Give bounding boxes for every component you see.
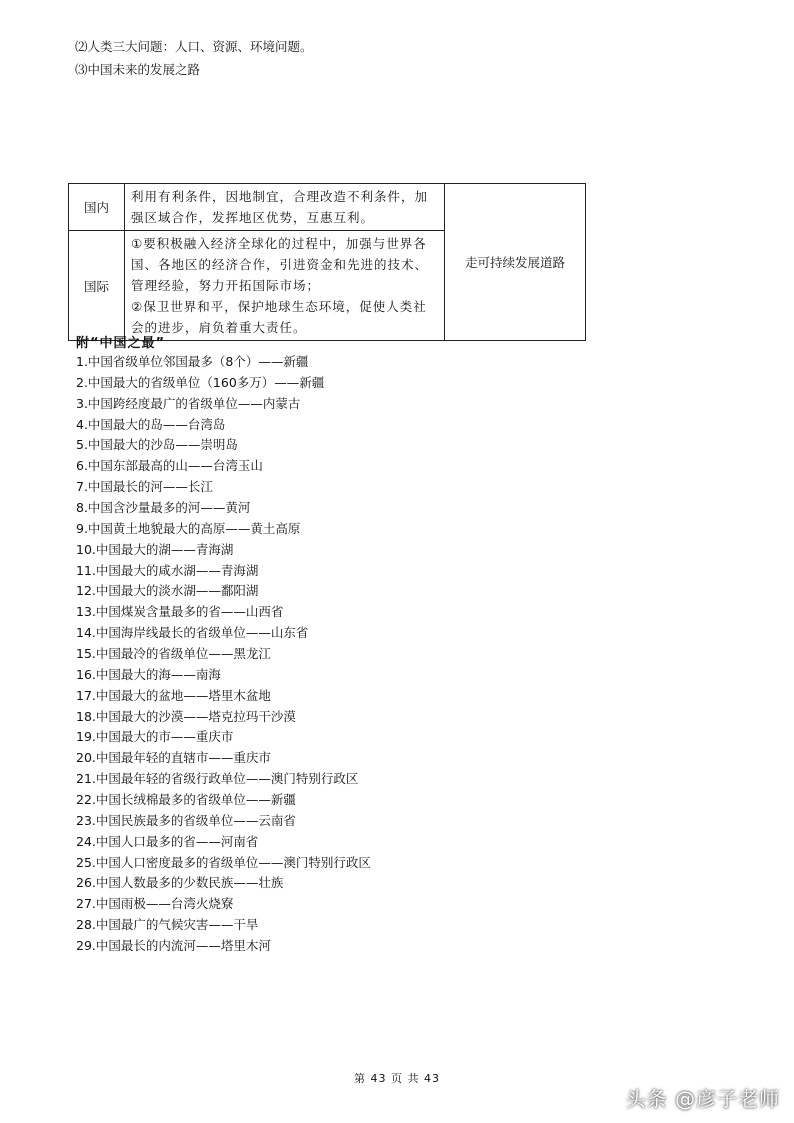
list-item: 11.中国最大的咸水湖——青海湖 (76, 562, 259, 578)
result-cell: 走可持续发展道路 (445, 184, 586, 341)
page-number-footer: 第 43 页 共 43 (354, 1072, 440, 1085)
list-item: 8.中国含沙量最多的河——黄河 (76, 500, 251, 516)
china-records-list (76, 352, 371, 957)
list-item: 19.中国最大的市——重庆市 (76, 729, 234, 745)
list-item: 24.中国人口最多的省——河南省 (76, 833, 259, 849)
list-item: 5.中国最大的沙岛——崇明岛 (76, 437, 238, 453)
list-item: 21.中国最年轻的省级行政单位——澳门特别行政区 (76, 771, 359, 787)
development-path-table (68, 183, 586, 341)
list-item: 7.中国最长的河——长江 (76, 479, 213, 495)
table-row (69, 184, 586, 231)
point-2-text: ⑵人类三大问题：人口、资源、环境问题。 (75, 39, 313, 54)
row-label-international: 国际 (69, 231, 125, 341)
list-item: 28.中国最广的气候灾害——干旱 (76, 917, 259, 933)
list-item: 6.中国东部最高的山——台湾玉山 (76, 458, 263, 474)
list-item: 3.中国跨经度最广的省级单位——内蒙古 (76, 395, 301, 411)
international-point-1: ①要积极融入经济全球化的过程中，加强与世界各国、各地区的经济合作，引进资金和先进的技术、管理经验，努力开拓国际市场； (131, 236, 429, 293)
list-item: 25.中国人口密度最多的省级单位——澳门特别行政区 (76, 854, 371, 870)
point-3-heading: ⑶中国未来的发展之路 (75, 62, 201, 77)
list-item: 9.中国黄土地貌最大的高原——黄土高原 (76, 520, 301, 536)
domestic-content-text: 利用有利条件，因地制宜，合理改造不利条件，加强区域合作，发挥地区优势，互惠互利。 (131, 189, 429, 225)
list-item: 18.中国最大的沙漠——塔克拉玛干沙漠 (76, 708, 296, 724)
international-content (125, 231, 445, 341)
list-item: 17.中国最大的盆地——塔里木盆地 (76, 687, 271, 703)
list-item: 26.中国人数最多的少数民族——壮族 (76, 875, 284, 891)
list-item: 1.中国省级单位邻国最多（8个）——新疆 (76, 354, 309, 369)
list-item: 15.中国最冷的省级单位——黑龙江 (76, 646, 271, 662)
list-item: 22.中国长绒棉最多的省级单位——新疆 (76, 792, 296, 808)
list-item: 16.中国最大的海——南海 (76, 666, 221, 682)
list-item: 29.中国最长的内流河——塔里木河 (76, 938, 271, 954)
list-item: 23.中国民族最多的省级单位——云南省 (76, 812, 296, 828)
list-item: 12.中国最大的淡水湖——鄱阳湖 (76, 583, 259, 599)
list-item: 27.中国雨极——台湾火烧寮 (76, 896, 234, 912)
watermark: 头条 @彦子老师 (625, 1087, 780, 1111)
domestic-content (125, 184, 445, 231)
list-item: 10.中国最大的湖——青海湖 (76, 541, 234, 557)
list-item: 13.中国煤炭含量最多的省——山西省 (76, 604, 284, 620)
list-item: 2.中国最大的省级单位（160多万）——新疆 (76, 374, 325, 390)
international-point-2: ②保卫世界和平，保护地球生态环境，促使人类社会的进步，肩负着重大责任。 (131, 299, 427, 335)
appendix-title: 附“中国之最” (76, 336, 166, 351)
list-item: 20.中国最年轻的直辖市——重庆市 (76, 750, 271, 766)
row-label-domestic: 国内 (69, 184, 125, 231)
list-item: 14.中国海岸线最长的省级单位——山东省 (76, 625, 309, 641)
list-item: 4.中国最大的岛——台湾岛 (76, 416, 226, 432)
